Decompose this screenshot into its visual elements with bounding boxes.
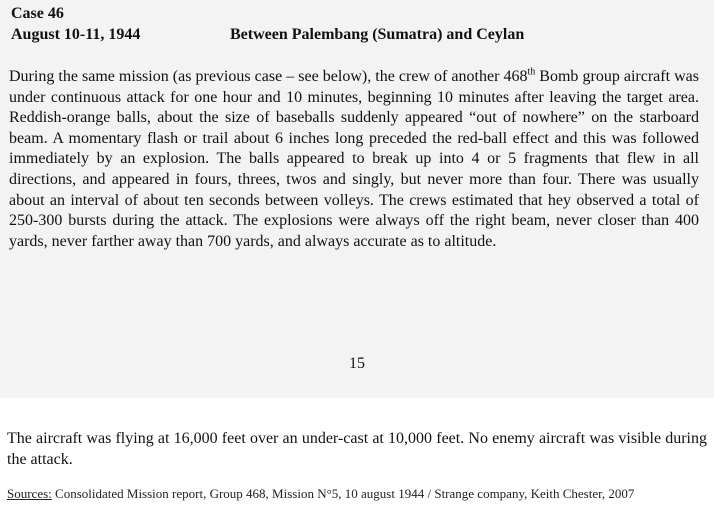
continuation-paragraph: The aircraft was flying at 16,000 feet over an under-cast at 10,000 feet. No enemy aircraft was visible during the attack. <box>7 430 707 468</box>
ordinal-suffix: th <box>527 66 536 78</box>
description-rest: Bomb group aircraft was under continuous attack for one hour and 10 minutes, beginning 10 minutes after leaving the target area. Reddish-orange balls, about the size of baseballs suddenly appeared “out of nowhere” on the starboard beam. A momentary flash or trail about 6 inches long preceded the red-ball effect and this was followed immediately by an explosion. The balls appeared to break up into 4 or 5 fragments that flew in all directions, and appeared in fours, threes, twos and singly, but never more than four. There was usually about an interval of about ten seconds between volleys. The crews estimated that hey observed a total of 250-300 bursts during the attack. The explosions were always off the right beam, never closer than 400 yards, never farther away than 700 yards, and always accurate as to altitude. <box>9 68 699 250</box>
case-location: Between Palembang (Sumatra) and Ceylan <box>230 26 525 43</box>
description-start: During the same mission (as previous case – see below), the crew of another 468 <box>9 68 528 85</box>
sources-label: Sources: <box>7 486 52 501</box>
sources-line <box>7 486 707 502</box>
lower-page <box>0 398 714 526</box>
case-date: August 10-11, 1944 <box>11 26 141 43</box>
page-number: 15 <box>349 355 365 372</box>
case-description <box>9 67 699 252</box>
sources-text: Consolidated Mission report, Group 468, Mission N°5, 10 august 1944 / Strange company, Keith Chester, 2007 <box>51 486 635 501</box>
case-number: Case 46 <box>11 5 64 22</box>
